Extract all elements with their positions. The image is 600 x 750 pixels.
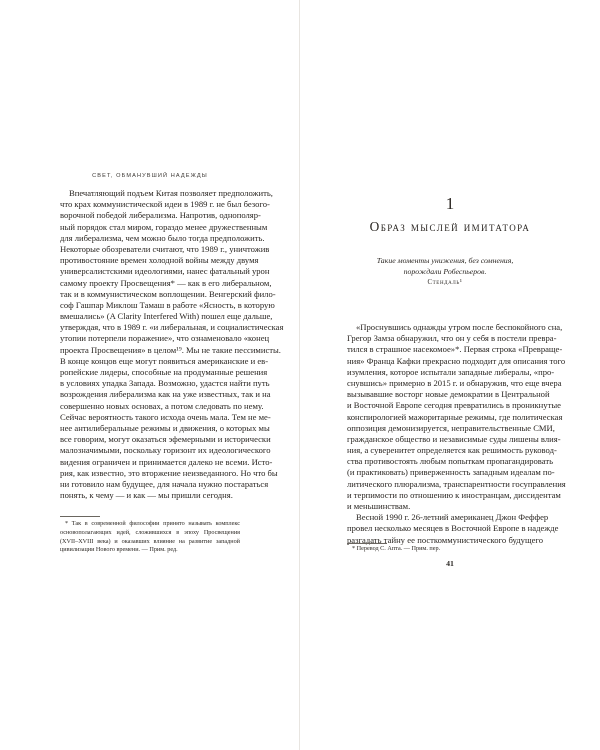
text-line: ропейские лидеры, способные на продуманные решения [60,367,268,377]
chapter-number: 1 [445,194,455,213]
running-head: СВЕТ, ОБМАНУВШИЙ НАДЕЖДЫ [92,173,208,179]
epigraph-line: Такие моменты унижения, без сомнения, [376,256,514,265]
text-line: ворочной победой либерализма. Напротив, однополяр- [60,210,261,221]
right-body-text [347,322,566,546]
text-line: (и практиковать) приверженность западным идеалам по- [347,467,555,478]
text-line: понять, к чему — и как — мы пришли сегодня. [60,490,233,501]
text-line: вмешались» (A Clarity Interfered With) пошел еще дальше, [60,311,273,322]
epigraph [348,255,542,288]
text-line: рия, как известно, это вторжение неизведанного. Но что бы [60,467,278,478]
text-line: ства противостоять любым попыткам пропагандировать [347,456,554,467]
text-line: провел несколько месяцев в Восточной Европе в надежде [347,523,559,534]
text-line: «Проснувшись однажды утром после беспокойного сна, [356,322,563,332]
text-line: видения ограничен и принимается далеко не всеми. Исто- [60,456,273,467]
text-line: литического плюрализма, транспарентности госуправления [347,478,566,489]
footnote-line: основополагающих идей, сложившихся в эпоху Просвещения [60,528,240,536]
text-line: так и в коммунистическом воплощении. Венгерский фило- [60,288,276,299]
text-line: и меньшинствам. [347,501,411,511]
text-line: соф Гашпар Миклош Тамаш в работе «Ясность, в которую [60,299,275,310]
text-line: в условиях упадка Запада. Возможно, удастся найти путь [60,378,270,389]
left-footnote [60,520,240,555]
page-number: 41 [446,559,454,568]
text-line: тился в страшное насекомое»*. Первая строка «Превраще- [347,344,563,355]
footnote-line: * Так в современной философии принято называть комплекс [65,520,240,527]
text-line: ния» Франца Кафки прекрасно подходит для описания того [347,355,566,366]
text-line: Грегор Замза обнаружил, что он у себя в постели превра- [347,333,557,344]
text-line: Весной 1990 г. 26-летний американец Джон Феффер [356,512,549,523]
text-line: ни готовило нам будущее, для начала нужно постараться [60,478,269,489]
text-line: вызывавшие восторг новые демократии в Центральной [347,389,550,400]
text-line: совершенно новых основах, а потом следовать по нему. [60,400,264,411]
text-line: самому проекту Просвещения* — как в его либеральном, [60,277,272,288]
text-line: что крах коммунистической идеи в 1989 г. не был безого- [60,199,270,210]
epigraph-line: порождали Робеспьеров. [403,267,487,276]
text-line: все говорим, могут оказаться эфемерными и исторически [60,434,271,445]
text-line: изумления, которое испытали западные либералы, «про- [347,366,555,377]
footnote-rule [60,516,100,517]
text-line: Сейчас вероятность такого исхода очень мала. Тем не ме- [60,411,271,422]
text-line: разгадать тайну ее посткоммунистического будущего [347,534,543,545]
right-footnote [347,545,543,554]
footnote-line: цивилизации Нового времени. — Прим. ред. [60,546,178,554]
text-line: и терпимости по отношению к иностранцам, диссидентам [347,489,561,500]
footnote-rule [347,543,387,544]
text-line: утопии потерпели поражение», что ознаменовало «конец [60,333,270,344]
text-line: ния, а суверенитет определяется как решимость руковод- [347,445,557,456]
text-line: гражданское общество и независимые суды лишены влия- [347,433,561,444]
text-line: универсалистскими идеологиями, нанес фатальный урон [60,266,270,277]
text-line: и Восточной Европе сегодня превратились в проникнутые [347,400,561,411]
text-line: ный порядок стал миром, гораздо менее дружественным [60,221,268,232]
epigraph-author: Стендаль¹ [427,279,463,286]
text-line: проекта Просвещения» в целом¹⁹. Мы не такие пессимисты. [60,344,281,355]
text-line: оппозиция демонизируется, неправительственные СМИ, [347,422,555,433]
footnote-line: * Перевод С. Апта. — Прим. пер. [352,545,441,552]
footnote-line: (XVII–XVIII века) и оказавших влияние на развитие западной [60,537,240,545]
text-line: снувшись» примерно в 2015 г. и обнаружив, что еще вчера [347,377,562,388]
text-line: В конце концов еще могут появиться американские и ев- [60,355,269,366]
text-line: для либерализма, чем можно было тогда предположить. [60,232,265,243]
text-line: противостояние времен холодной войны между двумя [60,255,259,266]
text-line: утверждая, что в 1989 г. «и либеральная, и социалистическая [60,322,284,333]
chapter-title: Образ мыслей имитатора [369,219,531,234]
text-line: конспирологией мажоритарные режимы, где политическая [347,411,563,422]
text-line: возрождения либерализма как на уже известных, так и на [60,389,271,400]
text-line: нее антилиберальные режимы и движения, о которых мы [60,422,270,433]
left-body-text [60,188,284,501]
text-line: Некоторые обозреватели считают, что 1989 г., уничтожив [60,243,270,254]
text-line: малозначимыми, поскольку горизонт их идеологического [60,445,271,456]
text-line: Впечатляющий подъем Китая позволяет предположить, [69,188,273,198]
